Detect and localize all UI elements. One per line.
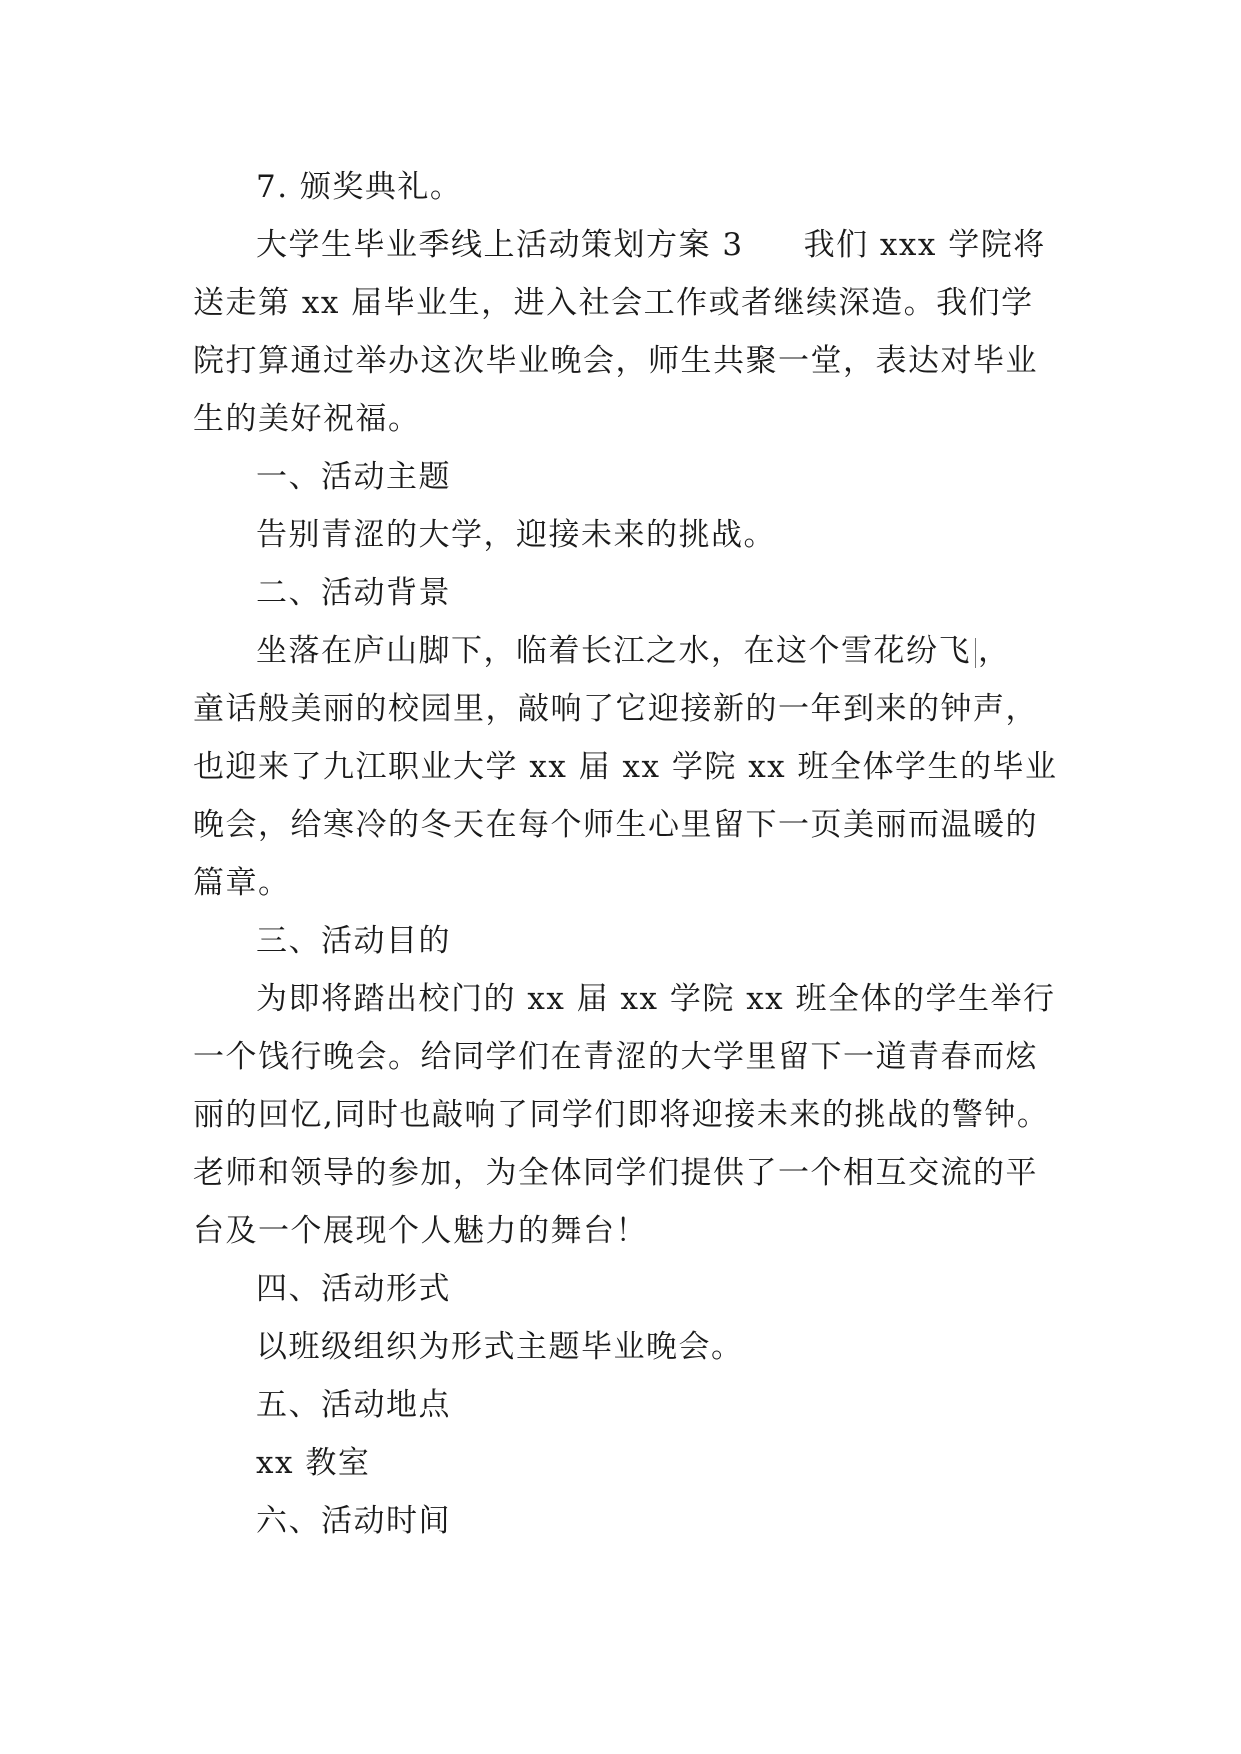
paragraph-line: 为即将踏出校门的 xx 届 xx 学院 xx 班全体的学生举行 bbox=[256, 981, 1056, 1017]
paragraph-line: xx 教室 bbox=[256, 1445, 371, 1481]
heading-theme: 一、活动主题 bbox=[256, 459, 451, 495]
text-cursor bbox=[975, 638, 976, 668]
paragraph-line: 台及一个展现个人魅力的舞台！ bbox=[193, 1213, 648, 1249]
paragraph-line: 生的美好祝福。 bbox=[193, 401, 421, 437]
paragraph-line: 坐落在庐山脚下，临着长江之水，在这个雪花纷飞 ， bbox=[256, 633, 1011, 669]
document-body bbox=[193, 158, 1063, 1550]
section-title: 大学生毕业季线上活动策划方案 3 bbox=[256, 227, 744, 263]
paragraph-line: 也迎来了九江职业大学 xx 届 xx 学院 xx 班全体学生的毕业 bbox=[193, 749, 1058, 785]
paragraph-line: 老师和领导的参加，为全体同学们提供了一个相互交流的平 bbox=[193, 1155, 1038, 1191]
heading-background: 二、活动背景 bbox=[256, 575, 451, 611]
paragraph-line: 送走第 xx 届毕业生，进入社会工作或者继续深造。我们学 bbox=[193, 285, 1034, 321]
list-item-award-ceremony: 7. 颁奖典礼。 bbox=[256, 169, 463, 205]
paragraph-line: 一个饯行晚会。给同学们在青涩的大学里留下一道青春而炫 bbox=[193, 1039, 1038, 1075]
paragraph-line: 以班级组织为形式主题毕业晚会。 bbox=[256, 1329, 744, 1365]
heading-format: 四、活动形式 bbox=[256, 1271, 451, 1307]
heading-purpose: 三、活动目的 bbox=[256, 923, 451, 959]
paragraph-intro-line: 大学生毕业季线上活动策划方案 3 我们 xxx 学院将 bbox=[256, 227, 1046, 263]
paragraph-line: 童话般美丽的校园里，敲响了它迎接新的一年到来的钟声， bbox=[193, 691, 1038, 727]
heading-location: 五、活动地点 bbox=[256, 1387, 451, 1423]
paragraph-line: 篇章。 bbox=[193, 865, 291, 901]
paragraph-line: 丽的回忆,同时也敲响了同学们即将迎接未来的挑战的警钟。 bbox=[193, 1097, 1050, 1133]
paragraph-line: 院打算通过举办这次毕业晚会，师生共聚一堂，表达对毕业 bbox=[193, 343, 1038, 379]
paragraph-line: 告别青涩的大学，迎接未来的挑战。 bbox=[256, 517, 776, 553]
heading-time: 六、活动时间 bbox=[256, 1503, 451, 1539]
paragraph-line: 晚会，给寒冷的冬天在每个师生心里留下一页美丽而温暖的 bbox=[193, 807, 1038, 843]
